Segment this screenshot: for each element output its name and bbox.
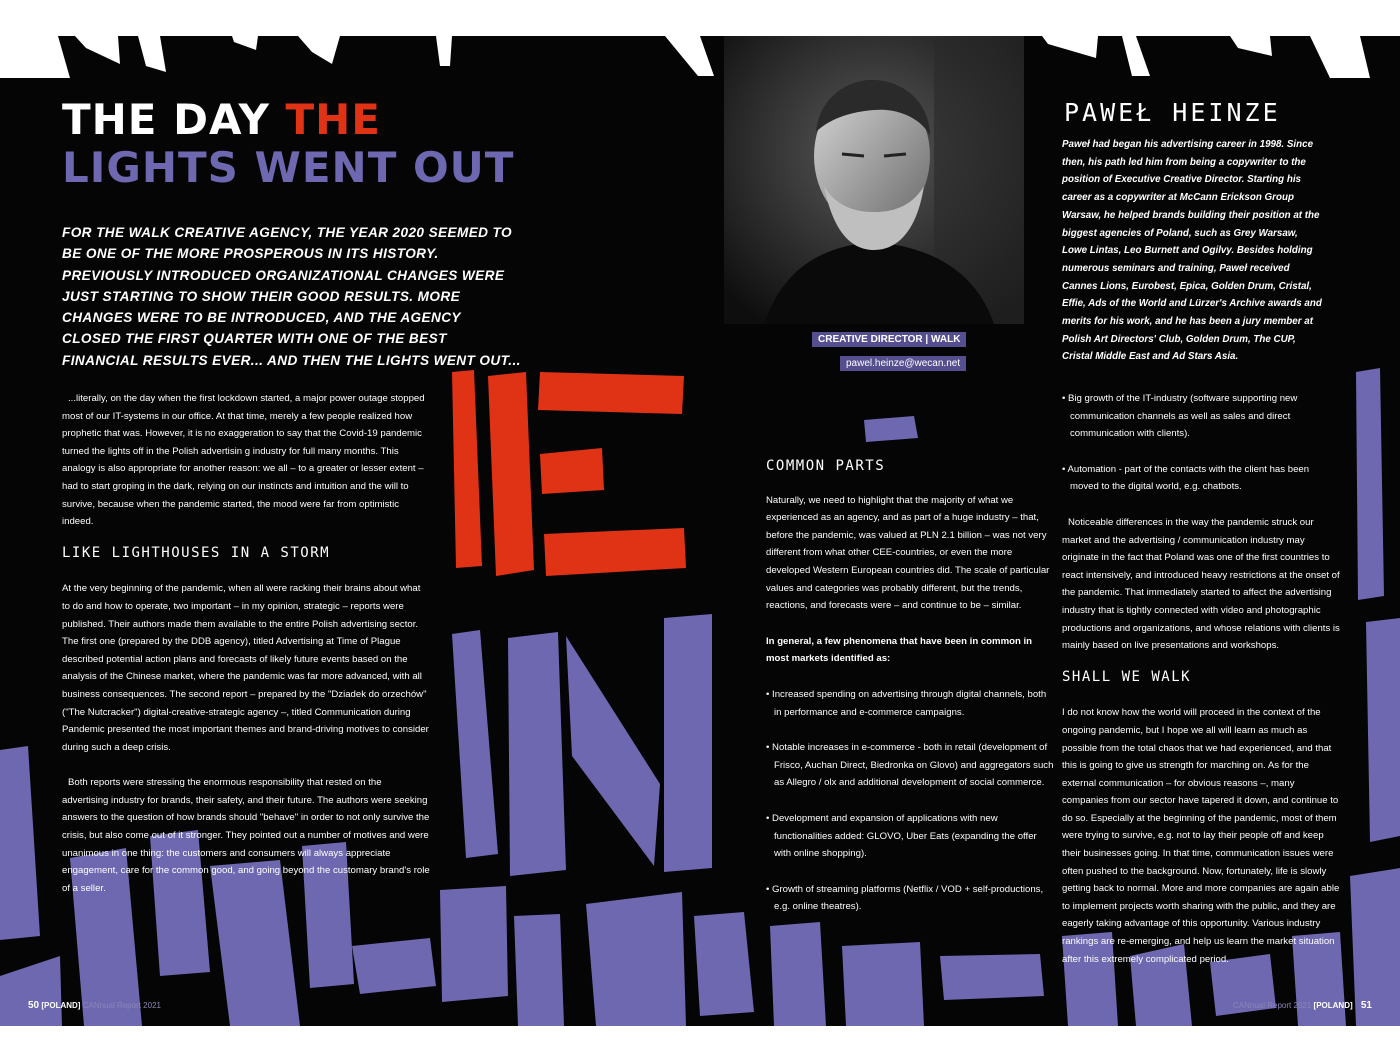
red-bar-3 — [538, 372, 684, 414]
red-bar-2 — [488, 372, 534, 576]
purple-bar-15 — [352, 938, 436, 994]
purple-bar-3 — [566, 636, 660, 866]
top-strip-7 — [665, 36, 714, 76]
footer-right — [1233, 1000, 1372, 1011]
purple-bar-24 — [1356, 368, 1384, 600]
role-company: WALK — [931, 334, 961, 345]
bullet-4: • Growth of streaming platforms (Netflix / VOD + self-productions, e.g. online theatres). — [766, 883, 1044, 913]
bullet-3: • Development and expansion of applications with new functionalities added: GLOVO, Uber Eats (expanding the offer with online shopping). — [766, 812, 1037, 860]
purple-bar-4 — [664, 614, 712, 872]
purple-bar-5 — [864, 416, 918, 442]
purple-bar-8 — [586, 892, 686, 1026]
red-bar-4 — [540, 448, 604, 494]
top-strip-3 — [138, 36, 166, 72]
col1-paragraph-2: At the very beginning of the pandemic, when all were racking their brains about what to do and how to operate, two important – in my opinion, strategic – reports were published. Their authors made them available to the entire Polish advertising sector. The first one (prepared by the DDB agency), titled Advertising at Time of Plague described potential action plans and forecasts of likely future events based on the analysis of the Chinese market, where the pandemic was far more advanced, with all business consequences. The second report – prepared by the "Dziadek do orzechów" ("The Nutcracker") digital-creative-strategic agency –, titled Communication during Pandemic presented the most important themes and brand-driving motives to consider during such a deep crisis. — [62, 583, 429, 753]
magazine-spread — [0, 36, 1400, 1026]
top-strip-6 — [436, 36, 452, 66]
purple-bar-25 — [1366, 618, 1400, 842]
title-part-red: THE — [285, 95, 381, 144]
column-3 — [1062, 390, 1340, 968]
bullet-6: • Automation - part of the contacts with the client has been moved to the digital world, e.g. chatbots. — [1062, 463, 1310, 493]
article-title — [62, 96, 514, 192]
purple-bar-18 — [842, 942, 924, 1026]
heading-lighthouses: LIKE LIGHTHOUSES IN A STORM — [62, 544, 331, 561]
publication-right: CANnual Report 2021 — [1233, 1001, 1312, 1010]
red-bar-5 — [544, 528, 686, 576]
heading-shall-we-walk: SHALL WE WALK — [1062, 668, 1192, 685]
top-strip-2 — [75, 36, 120, 64]
section-left: [POLAND] — [41, 1001, 81, 1010]
purple-bar-16 — [0, 956, 62, 1026]
column-1 — [62, 390, 430, 897]
purple-bar-1 — [452, 630, 498, 858]
top-strip-9 — [1122, 36, 1150, 76]
purple-bar-7 — [514, 914, 564, 1026]
portrait-photo — [724, 36, 1024, 324]
top-strip-11 — [1310, 36, 1370, 78]
col1-paragraph-3: Both reports were stressing the enormous responsibility that rested on the advertising industry for brands, their safety, and their future. The authors were seeking answers to the question of how brands should "behave" in order to not only survive the crisis, but also come out of it stronger. They pointed out a number of motives and were unanimous in one thing: the customers and consumers will always appreciate engagement, care for the common good, and going beyond the customary brand's role of a seller. — [62, 777, 430, 894]
person-bio: Paweł had began his advertising career in 1998. Since then, his path led him from being a copywriter to the position of Executive Creative Director. Starting his career as a copywriter at McCann Erickson Group Warsaw, he helped brands building their position at the biggest agencies of Poland, such as Grey Warsaw, Lowe Lintas, Leo Burnett and Ogilvy. Besides holding numerous seminars and training, Paweł received Cannes Lions, Eurobest, Epica, Golden Drum, Cristal, Effie, Ads of the World and Lürzer's Archive awards and merits for his work, and he has been a jury member at Polish Art Directors' Club, Golden Drum, The CUP, Cristal Middle East and Ad Stars Asia. — [1062, 139, 1322, 363]
red-bar-1 — [452, 370, 482, 568]
portrait-illustration — [724, 36, 1024, 324]
email-link[interactable]: pawel.heinze@wecan.net — [840, 356, 966, 371]
col1-paragraph-1: ...literally, on the day when the first lockdown started, a major power outage stopped most of our IT-systems in our office. At that time, merely a few people realized how prophetic that was. However, it is no exaggeration to say that the Covid-19 pandemic turned the lights off in the Polish advertisin g industry for full many months. This analogy is also appropriate for another reason: we all – to a greater or lesser extent – had to start groping in the dark, relying on our instincts and intuition and the will to survive, because when the pandemic started, the mood were far from optimistic indeed. — [62, 393, 425, 528]
bullet-5: • Big growth of the IT-industry (software supporting new communication channels as well as sales and direct communication with clients). — [1062, 393, 1298, 440]
purple-bar-6 — [440, 886, 508, 1002]
intro-lead: FOR THE WALK CREATIVE AGENCY, THE YEAR 2020 SEEMED TO BE ONE OF THE MORE PROSPEROUS IN ITS HISTORY. PREVIOUSLY INTRODUCED ORGANIZATIONAL CHANGES WERE JUST STARTING TO SHOW THEIR GOOD RESULTS. MORE CHANGES WERE TO BE INTRODUCED, AND THE AGENCY CLOSED THE FIRST QUARTER WITH ONE OF THE BEST FINANCIAL RESULTS EVER... AND THEN THE LIGHTS WENT OUT... — [62, 225, 521, 368]
top-strip-10 — [1230, 36, 1272, 56]
purple-bar-19 — [940, 954, 1044, 1000]
purple-bar-9 — [694, 912, 754, 1016]
bullet-2: • Notable increases in e-commerce - both in retail (development of Frisco, Auchan Direct, Biedronka on Glovo) and aggregators such as Allegro / olx and additional development of social commerce. — [766, 742, 1054, 789]
section-right: [POLAND] — [1313, 1001, 1353, 1010]
page-number-right: 51 — [1360, 1000, 1372, 1011]
purple-bar-17 — [770, 922, 826, 1026]
footer-left — [28, 1000, 161, 1011]
title-part-white: THE DAY — [62, 95, 286, 144]
title-line-2: LIGHTS WENT OUT — [62, 143, 515, 192]
top-strip-5 — [298, 36, 340, 64]
page-number-left: 50 — [28, 1000, 40, 1011]
purple-bar-10 — [0, 746, 40, 940]
role-label: CREATIVE DIRECTOR — [818, 334, 923, 345]
col2-paragraph-1: Naturally, we need to highlight that the majority of what we experienced as an agency, and as part of a huge industry – that, before the pandemic, was valued at PLN 2.1 billion – was not very different from what other CEE-countries, or even the more developed Western European countries did. The scale of particular values and categories was probably different, but the trends, reactions, and forecasts were – and continue to be – similar. — [766, 494, 1050, 612]
bullet-1: • Increased spending on advertising through digital channels, both in performance and e-commerce campaigns. — [766, 688, 1047, 718]
heading-common-parts: COMMON PARTS — [766, 458, 886, 474]
col3-paragraph-2: I do not know how the world will proceed in the context of the ongoing pandemic, but I hope we all will learn as much as possible from the total chaos that we had experienced, and that this is going to give us strength for marching on. As for the external communication – for obvious reasons –, many companies from our sector have tapered it down, and continue to do so. Especially at the beginning of the pandemic, most of them were trying to survive, e.g. not to lay their people off and keep their businesses going. In that time, communication issues were often pushed to the background. Now, fortunately, life is slowly getting back to normal. More and more companies are again able to implement projects worth sharing with the public, and they are eagerly taking advantage of this opportunity. Various industry rankings are re-emerging, and help us learn the market situation after this extremely complicated period. — [1062, 707, 1340, 965]
publication-left: CANnual Report 2021 — [82, 1001, 161, 1010]
col3-paragraph-1: Noticeable differences in the way the pandemic struck our market and the advertising / communication industry may originate in the fact that Poland was one of the first countries to react intensively, and introduced heavy restrictions at the onset of the pandemic. That immediately started to affect the advertising industry that is tightly connected with video and photographic productions and organizations, and whose relations with clients is mainly based on live presentations and workshops. — [1062, 516, 1340, 652]
role-tag: CREATIVE DIRECTOR | WALK — [812, 332, 966, 347]
person-name: PAWEŁ HEINZE — [1064, 98, 1281, 127]
top-strip-1 — [0, 36, 70, 78]
col2-paragraph-2: In general, a few phenomena that have been in common in most markets identified as: — [766, 635, 1033, 665]
top-strip-8 — [1042, 36, 1098, 58]
purple-bar-2 — [508, 632, 566, 876]
top-strip-4 — [232, 36, 258, 50]
column-2 — [766, 458, 1056, 916]
